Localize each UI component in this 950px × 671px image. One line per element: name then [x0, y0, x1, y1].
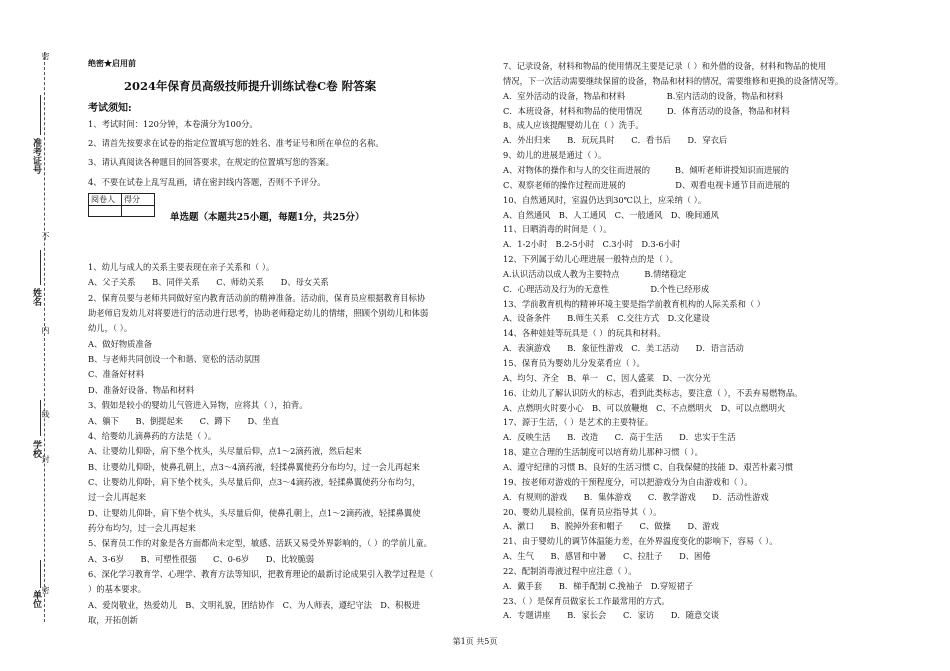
question-line: A、对物体的操作和与人的交往而进展的 B、倾听老师讲授知识而进展的	[503, 165, 789, 175]
question-line: C．本班设备，材料和物品的使用情况 D．体育活动的设备，物品和材料	[503, 106, 790, 116]
question-line: ）的基本要求。	[88, 584, 147, 594]
notice-heading: 考试须知:	[88, 103, 132, 114]
question-line: 1、幼儿与成人的关系主要表现在亲子关系和（ ）。	[88, 262, 275, 272]
question-line: A、做好物质准备	[88, 339, 153, 349]
grader-cell[interactable]	[89, 206, 122, 217]
question-line: 15、保育员为婴幼儿分发菜肴应（ ）。	[503, 358, 645, 368]
question-line: A、设备条件 B.师生关系 C.交往方式 D.文化建设	[503, 313, 710, 323]
section-title: 单选题（本题共25小题，每题1分，共25分）	[170, 212, 365, 223]
question-line: C、准备好材料	[88, 369, 145, 379]
question-line: A．1-2小时 B.2-5小时 C.3小时 D.3-6小时	[503, 239, 681, 249]
seal-marker: 线	[41, 410, 50, 418]
question-line: 21、由于婴幼儿的调节体温能力差，在外界温度变化的影响下，容易（ ）。	[503, 536, 778, 546]
question-line: A．室外活动的设备，物品和材料 B.室内活动的设备，物品和材料	[503, 91, 784, 101]
question-line: A、漱口 B、脱掉外套和帽子 C、做操 D、游戏	[503, 521, 719, 531]
notice-item: 1、考试时间：120分钟，本卷满分为100分。	[88, 119, 258, 129]
score-cell[interactable]	[122, 206, 155, 217]
school-field[interactable]	[40, 400, 42, 436]
question-line: 5、保育员工作的对象是各方面都尚未定型，敏感、活跃又易受外界影响的，（ ）的学前儿童。	[88, 538, 432, 548]
question-line: A.认识活动以成人教为主要特点 B.情绪稳定	[503, 269, 687, 279]
seal-line	[44, 52, 45, 622]
question-line: 4、给婴幼儿滴鼻药的方法是（ ）。	[88, 431, 217, 441]
notice-item: 2、请首先按要求在试卷的指定位置填写您的姓名、准考证号和所在单位的名称。	[88, 138, 384, 148]
seal-marker: 密	[41, 52, 50, 60]
question-line: 23、（ ）是保育员做家长工作最常用的方式。	[503, 596, 670, 606]
question-line: 3、假如是较小的婴幼儿气管进入异物，应将其（ ），拍背。	[88, 400, 308, 410]
seal-marker: 封	[41, 455, 50, 463]
question-line: A、均匀、齐全 B、单一 C、因人盛菜 D、一次分光	[503, 373, 711, 383]
question-line: A、让婴幼儿仰卧，肩下垫个枕头，头尽量后仰，点1～2滴药液，然后起来	[88, 446, 362, 456]
question-line: 13、学前教育机构的精神环境主要是指学前教育机构的人际关系和（ ）	[503, 299, 766, 309]
secret-label: 绝密★启用前	[88, 58, 136, 68]
question-line: A、父子关系 B、同伴关系 C、师幼关系 D、母女关系	[88, 277, 329, 287]
score-label: 得分	[122, 194, 155, 206]
exam-number-label: 准考证号	[31, 138, 41, 174]
unit-field[interactable]	[40, 560, 42, 588]
question-line: A．专题讲座 B．家长会 C．家访 D．随意交谈	[503, 610, 719, 620]
question-line: 18、建立合理的生活制度可以培育幼儿那种习惯（ ）。	[503, 447, 703, 457]
question-line: A、3-6岁 B、可塑性很强 C、0-6岁 D、比较脆弱	[88, 554, 315, 564]
page-title: 2024年保育员高级技师提升训练试卷C卷 附答案	[124, 79, 377, 93]
question-line: 19、按老师对游戏的干预程度分，可以把游戏分为自由游戏和（ ）。	[503, 477, 753, 487]
seal-marker: 密	[41, 586, 50, 594]
exam-number-field[interactable]	[40, 95, 42, 135]
question-line: D、让婴幼儿仰卧，肩下垫个枕头，头尽量后仰，使鼻孔朝上，点1～2滴药液，轻揉鼻翼使	[88, 508, 421, 518]
question-line: D、准备好设备、物品和材料	[88, 385, 195, 395]
question-line: 12、下列属于幼儿心理进展一般特点的是（ ）。	[503, 254, 678, 264]
seal-marker: 不	[41, 232, 50, 240]
question-line: A、躺下 B、倒提起来 C、蹲下 D、坐直	[88, 416, 280, 426]
question-line: 20、婴幼儿晨检前，保育员应指导其（ ）。	[503, 507, 662, 517]
question-line: A、生气 B、感冒和中暑 C、拉肚子 D、困倦	[503, 551, 711, 561]
question-line: 14、各种娃娃等玩具是（ ）的玩具和材料。	[503, 328, 666, 338]
unit-label: 单位	[31, 590, 41, 608]
question-line: 9、幼儿的进展是通过（ ）。	[503, 150, 607, 160]
question-line: C、让婴幼儿仰卧，肩下垫个枕头，头尽量后仰，点3～4滴药液，轻揉鼻翼使药分布均匀，	[88, 477, 421, 487]
page-footer: 第1页 共5页	[452, 637, 498, 646]
question-line: 幼儿，（ ）。	[88, 323, 133, 333]
question-line: A、点燃明火时要小心 B、可以放鞭炮 C、不点燃明火 D、可以点燃明火	[503, 403, 786, 413]
question-line: 11、日晒消毒的时间是（ ）。	[503, 224, 612, 234]
question-line: A．反映生活 B．改造 C．高于生活 D．忠实于生活	[503, 432, 736, 442]
question-line: A、遵守纪律的习惯 B、良好的生活习惯 C、自我保健的技能 D、艰苦朴素习惯	[503, 462, 794, 472]
question-line: 10、自然通风时，室温仍达到30℃以上，应采纳（ ）。	[503, 195, 707, 205]
question-line: 过一会儿再起来	[88, 492, 147, 502]
question-line: 情况，下一次活动需要继续保留的设备，物品和材料的情况，需要维修和更换的设备情况等。	[503, 76, 844, 86]
question-line: 助老师启发幼儿对将要进行的活动进行思考，协助老师稳定幼儿的情绪，照顾个别幼儿和体弱	[88, 308, 429, 318]
question-line: C．心理活动及行为的无意性 D.个性已经形成	[503, 284, 710, 294]
question-line: A、自然通风 B、人工通风 C、一般通风 D、晚间通风	[503, 210, 719, 220]
question-line: A．有规则的游戏 B．集体游戏 C．教学游戏 D．活动性游戏	[503, 492, 769, 502]
question-line: 22、配制消毒液过程中应注意（ ）。	[503, 566, 637, 576]
question-line: 2、保育员要与老师共同做好室内教育活动前的精神准备。活动前，保育员应根据教育目标协	[88, 293, 426, 303]
question-line: B、与老师共同创设一个和谐、宽松的活动氛围	[88, 354, 261, 364]
seal-marker: 内	[41, 326, 50, 334]
question-line: C、观察老师的操作过程而进展的 D、观看电视卡通节目而进展的	[503, 180, 790, 190]
question-line: 8、成人应该提醒婴幼儿在（ ）洗手。	[503, 120, 644, 130]
question-line: A．外出归来 B．玩玩具时 C．看书后 D．穿衣后	[503, 135, 728, 145]
question-line: B、让婴幼儿仰卧，使鼻孔朝上，点3～4滴药液，轻揉鼻翼使药分布均匀，过一会儿再起来	[88, 462, 420, 472]
notice-item: 4、不要在试卷上乱写乱画，请在密封线内答题，否则不予评分。	[88, 177, 326, 187]
name-label: 姓名	[31, 288, 41, 306]
name-field[interactable]	[40, 250, 42, 285]
question-line: 药分布均匀，过一会儿再起来	[88, 523, 196, 533]
question-line: 16、让幼儿了解认识防火的标志，看到此类标志，要注意（ ），不丢弃易燃物品。	[503, 388, 803, 398]
school-label: 学校	[31, 440, 41, 458]
score-table	[88, 193, 155, 217]
binding-margin	[0, 0, 62, 671]
question-line: 17、源于生活，（ ）是艺术的主要特征。	[503, 417, 654, 427]
question-line: A．戴手套 B．梯手配制 C.挽袖子 D.穿短裙子	[503, 581, 694, 591]
question-line: 7、记录设备，材料和物品的使用情况主要是记录（ ）和外借的设备，材料和物品的使用	[503, 61, 827, 71]
notice-item: 3、请认真阅读各种题目的回答要求，在规定的位置填写您的答案。	[88, 157, 334, 167]
question-line: 6、深化学习教育学、心理学、教育方法等知识，把教育理论的最新讨论成果引入教学过程是（	[88, 569, 434, 579]
grader-label: 阅卷人	[89, 194, 122, 206]
question-line: 取，开拓创新	[88, 615, 138, 625]
question-line: A、爱岗敬业，热爱幼儿 B、文明礼貌，团结协作 C、为人师表，遵纪守法 D、积极进	[88, 600, 421, 610]
question-line: A．表演游戏 B．象征性游戏 C．美工活动 D．语言活动	[503, 343, 744, 353]
